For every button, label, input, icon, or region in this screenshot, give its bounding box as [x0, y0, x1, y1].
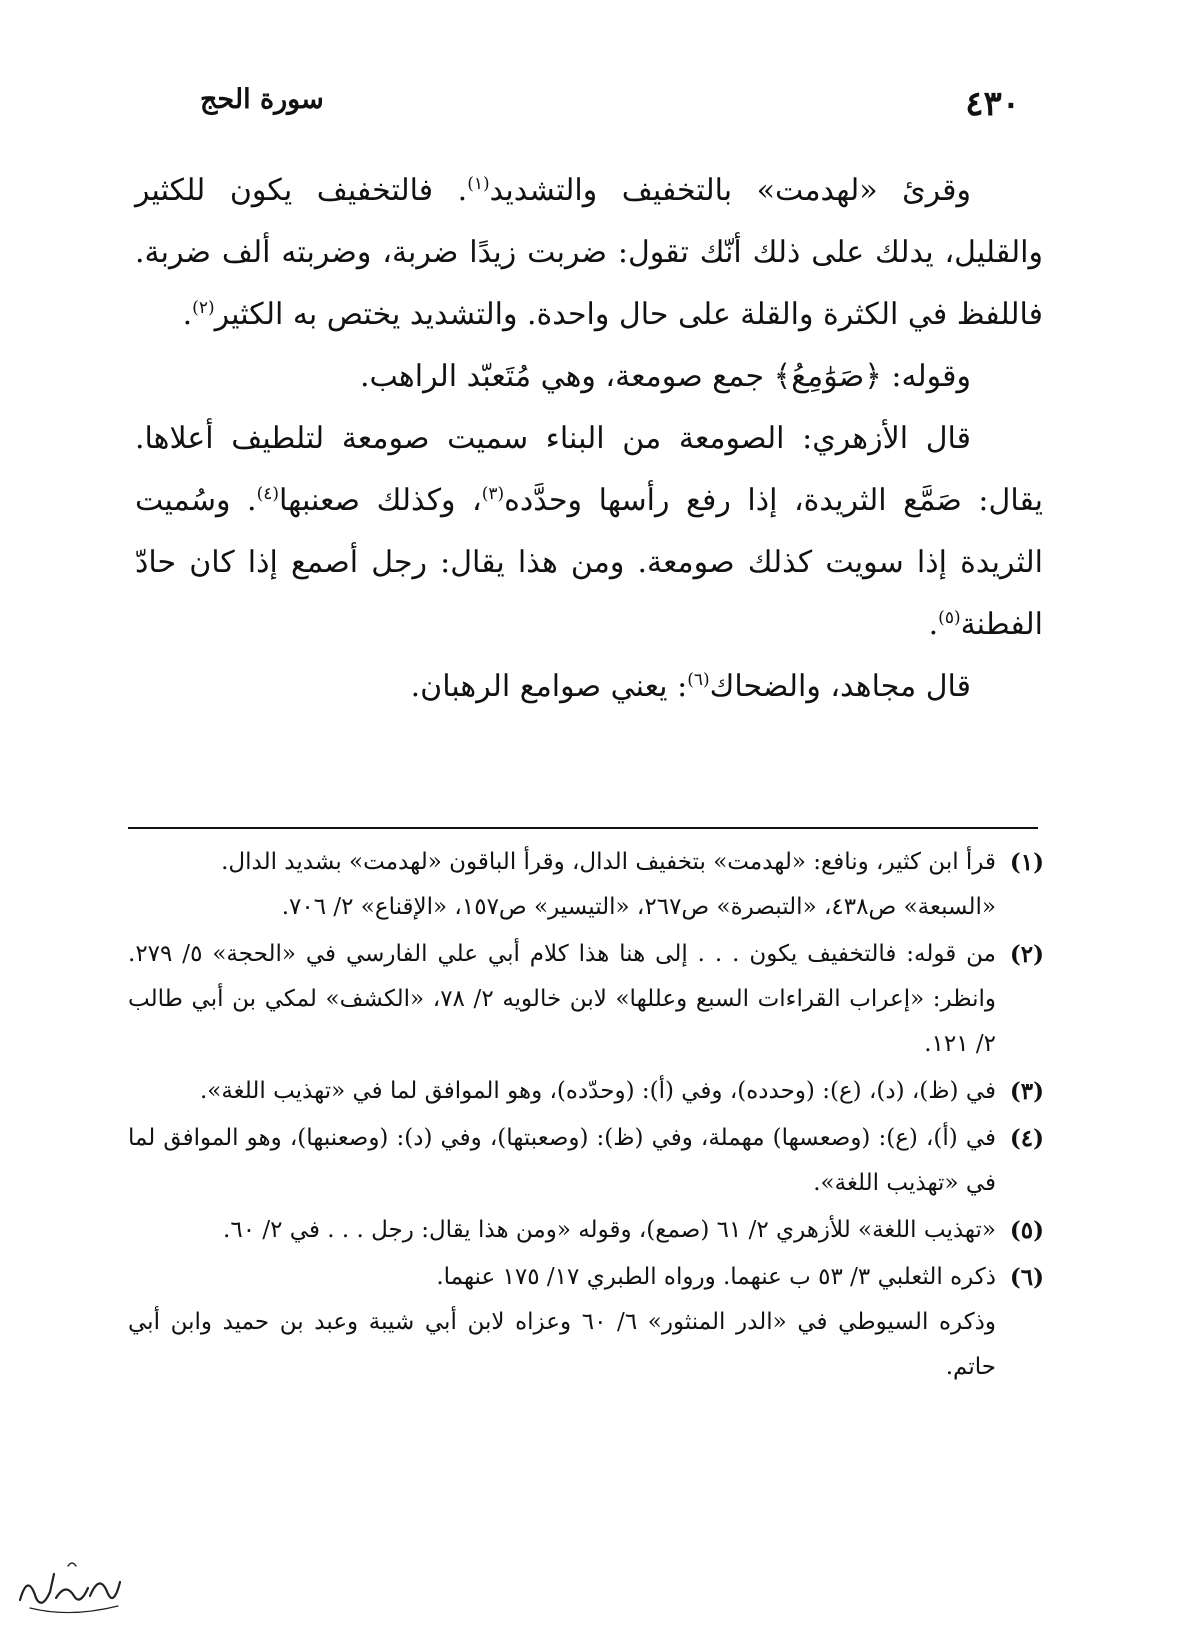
paragraph-azhari	[135, 408, 1043, 656]
footnote-line: وذكره السيوطي في «الدر المنثور» ٦/ ٦٠ وعزاه لابن أبي شيبة وعبد بن حميد وابن أبي حاتم.	[128, 1309, 996, 1380]
footnote-text	[128, 1208, 996, 1253]
footnote-number: (٤)	[1009, 1125, 1044, 1152]
paragraph-mujahid	[135, 656, 1043, 718]
footnote-ref: (٢)	[192, 298, 215, 318]
footnote-ref: (١)	[467, 174, 490, 194]
footnote-item	[128, 1069, 1044, 1114]
footnote-line: من قوله: فالتخفيف يكون . . . إلى هنا هذا كلام أبي علي الفارسي في «الحجة» ٥/ ٢٧٩. وانظر: «إعراب القراءات السبع وعللها» لابن خالويه ٢/ ٧٨، «الكشف» لمكي بن أبي طالب ٢/ ١٢١.	[128, 941, 997, 1057]
footnote-text	[128, 1069, 996, 1114]
footnote-line: ذكره الثعلبي ٣/ ٥٣ ب عنهما. ورواه الطبري ١٧/ ١٧٥ عنهما.	[436, 1264, 996, 1290]
footnote-text	[128, 840, 996, 930]
footnote-ref: (٥)	[938, 608, 961, 628]
footnote-line: «تهذيب اللغة» للأزهري ٢/ ٦١ (صمع)، وقوله «ومن هذا يقال: رجل . . . في ٢/ ٦٠.	[223, 1217, 996, 1243]
footnote-text	[128, 1255, 996, 1390]
text-run: .	[928, 607, 939, 642]
text-run: .	[182, 297, 193, 332]
footnote-ref: (٤)	[256, 484, 279, 504]
footnote-text	[128, 932, 996, 1067]
main-text	[135, 160, 1043, 718]
footnote-line: قرأ ابن كثير، ونافع: «لهدمت» بتخفيف الدال، وقرأ الباقون «لهدمت» بشديد الدال.	[221, 849, 996, 875]
footnote-item	[128, 1255, 1044, 1390]
footnote-item	[128, 932, 1044, 1067]
footnote-item	[128, 840, 1044, 930]
paragraph-sawamia: وقوله: ﴿صَوَٰمِعُ﴾ جمع صومعة، وهي مُتَعبّد الراهب.	[359, 359, 971, 394]
footnote-ref: (٦)	[687, 670, 710, 690]
running-title: سورة الحج	[200, 84, 324, 115]
footnote-ref: (٣)	[481, 484, 505, 504]
footnote-item	[128, 1208, 1044, 1253]
text-run: وقرئ «لهدمت» بالتخفيف والتشديد	[489, 173, 971, 208]
footnote-line: في (ظ)، (د)، (ع): (وحدده)، وفي (أ): (وحدّده)، وهو الموافق لما في «تهذيب اللغة».	[199, 1078, 996, 1104]
footnotes	[128, 840, 1044, 1392]
footnote-text	[128, 1116, 996, 1206]
text-run: قال مجاهد، والضحاك	[709, 669, 971, 704]
text-run: . فالتخفيف يكون للكثير والقليل، يدلك على ذلك أنّك تقول: ضربت زيدًا ضربة، وضربته ألف ضربة. فاللفظ في الكثرة والقلة على حال واحدة. والتشديد يختص به الكثير	[135, 173, 1043, 332]
text-run: . وسُميت الثريدة إذا سويت كذلك صومعة. ومن هذا يقال: رجل أصمع إذا كان حادّ الفطنة	[135, 483, 1043, 642]
footnote-item	[128, 1116, 1044, 1206]
footnote-number: (٣)	[1009, 1078, 1044, 1105]
footnote-line: «السبعة» ص٤٣٨، «التبصرة» ص٢٦٧، «التيسير» ص١٥٧، «الإقناع» ٢/ ٧٠٦.	[281, 894, 996, 920]
paragraph-reading	[135, 160, 1043, 346]
footnote-number: (٥)	[1009, 1217, 1044, 1244]
text-run: : يعني صوامع الرهبان.	[410, 669, 688, 704]
footnote-number: (١)	[1009, 849, 1044, 876]
footnote-separator	[128, 827, 1038, 829]
page-number: ٤٣٠	[965, 84, 1020, 124]
footnote-number: (٦)	[1009, 1264, 1044, 1291]
page-header	[200, 84, 1020, 134]
footnote-line: في (أ)، (ع): (وصعسها) مهملة، وفي (ظ): (وصعبتها)، وفي (د): (وصعنبها)، وهو الموافق لما في «تهذيب اللغة».	[128, 1125, 996, 1196]
calligraphy-stamp-logo	[10, 1552, 130, 1622]
footnote-number: (٢)	[1009, 941, 1044, 968]
text-run: ، وكذلك صعنبها	[279, 483, 482, 518]
text-run: قال الأزهري: الصومعة من البناء سميت صومعة لتلطيف أعلاها. يقال: صَمَّع الثريدة، إذا رفع رأسها وحدَّده	[135, 421, 1044, 518]
